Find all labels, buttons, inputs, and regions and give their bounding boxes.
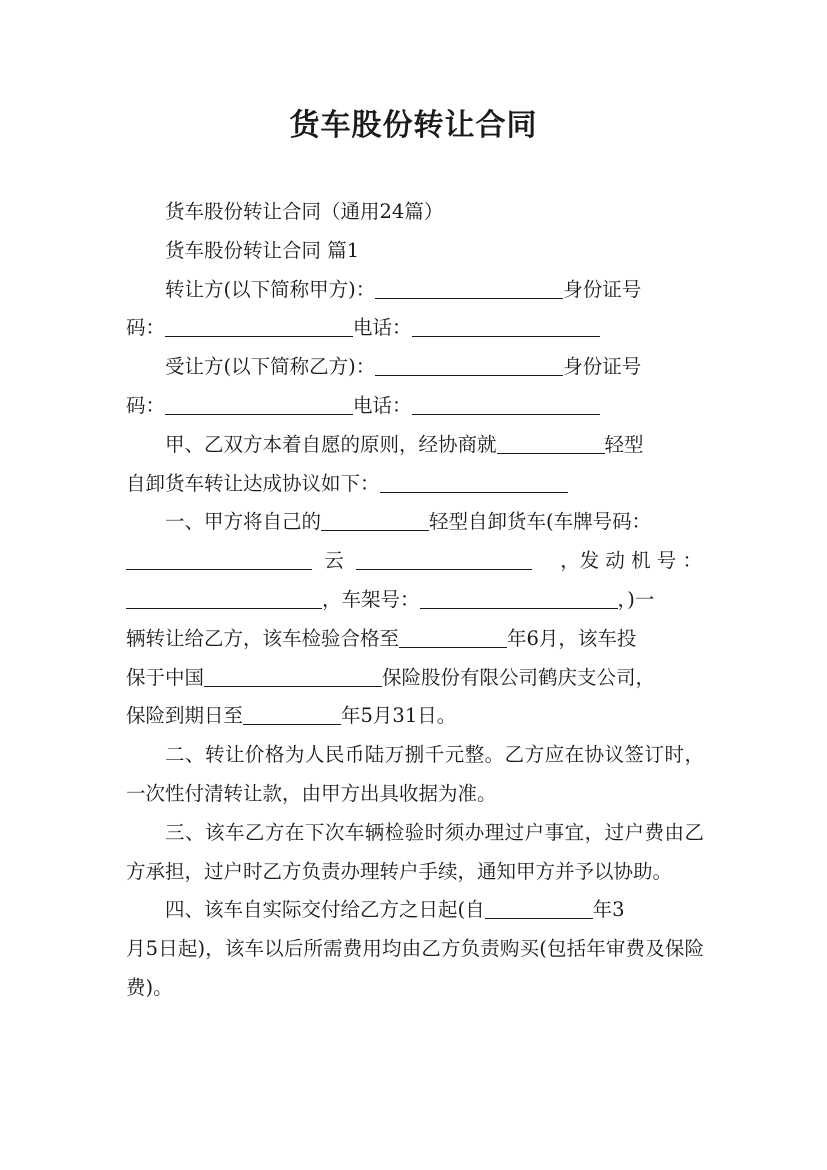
paragraph-transferor: 转让方(以下简称甲方)： 身份证号 xyxy=(165,277,642,301)
blank-inspection-year xyxy=(399,627,507,648)
paragraph-clause-4: 四、该车自实际交付给乙方之日起(自 年3 xyxy=(165,898,625,922)
paragraph-section-heading: 货车股份转让合同 篇1 xyxy=(165,238,360,262)
blank-agreement xyxy=(380,472,568,493)
paragraph-transferee: 受让方(以下简称乙方)： 身份证号 xyxy=(165,355,642,379)
blank-plate-number xyxy=(356,550,532,571)
paragraph-clause-1: 一、甲方将自己的 轻型自卸货车(车牌号码： xyxy=(165,510,652,534)
paragraph-clause-1-line4: 辆转让给乙方，该车检验合格至 年6月，该车投 xyxy=(126,626,637,650)
document-body xyxy=(126,193,704,1008)
blank-vehicle-type xyxy=(497,433,605,454)
paragraph-clause-4-cont: 月5日起)，该车以后所需费用均由乙方负责购买(包括年审费及保险费)。 xyxy=(126,937,704,999)
paragraph-subtitle: 货车股份转让合同（通用24篇） xyxy=(165,200,444,223)
blank-insurer xyxy=(204,666,382,687)
blank-insurance-expiry-year xyxy=(243,705,341,726)
blank-transferor-id xyxy=(165,317,353,338)
blank-chassis-number xyxy=(420,588,618,609)
paragraph-clause-1-line2: 云 ，发 动 机 号 ： xyxy=(126,542,704,581)
blank-engine-number xyxy=(126,588,322,609)
paragraph-clause-1-line5: 保于中国 保险股份有限公司鹤庆支公司， xyxy=(126,665,656,689)
paragraph-clause-2: 二、转让价格为人民币陆万捌千元整。乙方应在协议签订时，一次性付清转让款，由甲方出具收据为准。 xyxy=(126,743,704,805)
blank-owner-vehicle xyxy=(321,511,429,532)
document-title: 货车股份转让合同 xyxy=(289,108,538,143)
blank-delivery-year xyxy=(485,899,593,920)
paragraph-agreement-intro-cont: 自卸货车转让达成协议如下： xyxy=(126,465,704,504)
paragraph-clause-3: 三、该车乙方在下次车辆检验时须办理过户事宜，过户费由乙方承担，过户时乙方负责办理转户手续，通知甲方并予以协助。 xyxy=(126,820,704,883)
blank-transferee-name xyxy=(375,356,563,377)
blank-plate-prefix xyxy=(126,550,312,571)
blank-transferee-id xyxy=(165,394,353,415)
paragraph-clause-1-line6: 保险到期日至 年5月31日。 xyxy=(126,704,457,728)
paragraph-clause-1-line3: ，车架号： ，)一 xyxy=(126,581,704,620)
blank-transferor-name xyxy=(375,278,563,299)
blank-transferee-phone xyxy=(412,394,600,415)
paragraph-transferor-cont: 码： 电话： xyxy=(126,309,704,348)
blank-transferor-phone xyxy=(412,317,600,338)
paragraph-agreement-intro: 甲、乙双方本着自愿的原则，经协商就 轻型 xyxy=(165,432,644,456)
paragraph-transferee-cont: 码： 电话： xyxy=(126,387,704,426)
